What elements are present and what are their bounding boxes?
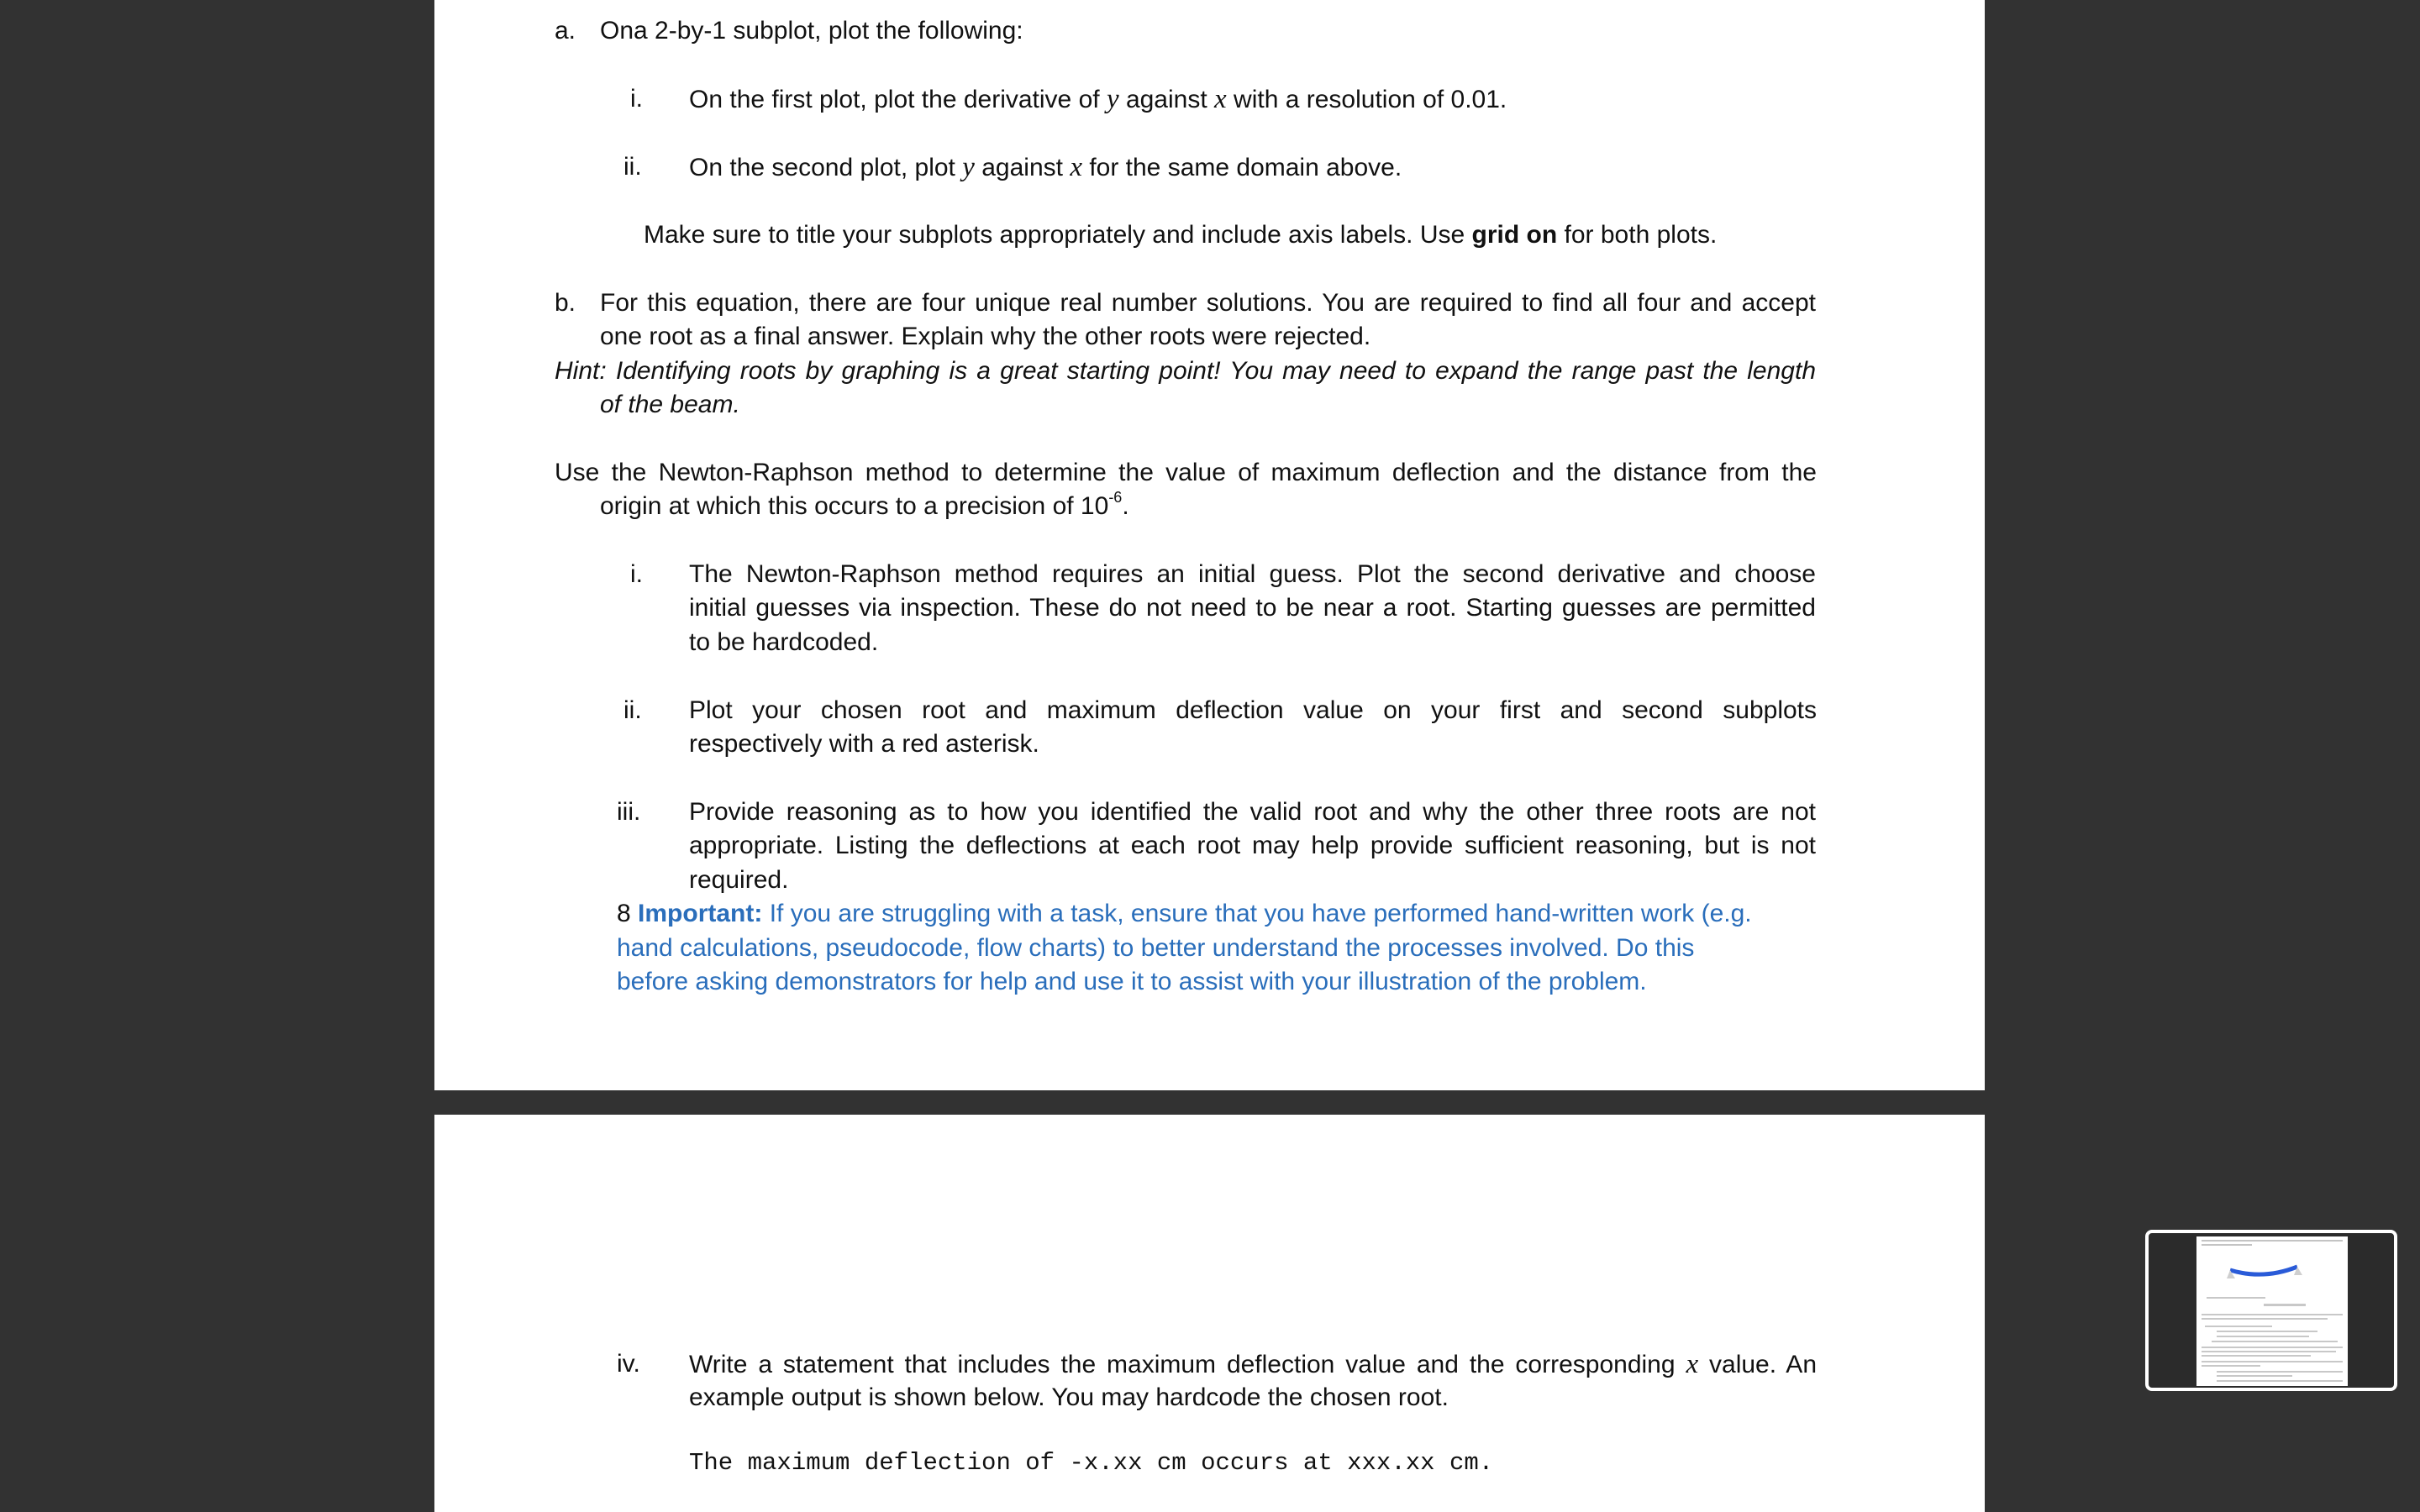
- nr-item-ii-line-2: respectively with a red asterisk.: [689, 730, 1039, 758]
- document-page-2: [434, 1115, 1985, 1512]
- item-b-line-1: For this equation, there are four unique real number solutions. You are required to find all four and accept: [600, 289, 1816, 317]
- nr-item-iii-marker: iii.: [617, 798, 641, 826]
- example-output: The maximum deflection of -x.xx cm occurs at xxx.xx cm.: [689, 1449, 1494, 1477]
- item-a-text: Ona 2-by-1 subplot, plot the following:: [600, 17, 1023, 45]
- nr-item-iii-line-3: required.: [689, 866, 789, 894]
- nr-item-i-line-2: initial guesses via inspection. These do not need to be near a root. Starting guesses are permitted: [689, 594, 1816, 622]
- nr-item-i-line-1: The Newton-Raphson method requires an initial guess. Plot the second derivative and choose: [689, 560, 1816, 588]
- item-a-ii-marker: ii.: [623, 153, 642, 181]
- thumbnail-content: [2196, 1236, 2348, 1386]
- nr-item-iii-line-1: Provide reasoning as to how you identified the valid root and why the other three roots are not: [689, 798, 1816, 826]
- item-a-marker: a.: [555, 17, 576, 45]
- page-thumbnail[interactable]: [2145, 1230, 2397, 1391]
- important-line-1: 8 Important: If you are struggling with a task, ensure that you have performed hand-written work (e.g.: [617, 900, 1752, 927]
- newton-raphson-line-1: Use the Newton-Raphson method to determine the value of maximum deflection and the distance from the: [555, 459, 1817, 486]
- nr-item-iv-line-2: example output is shown below. You may hardcode the chosen root.: [689, 1383, 1449, 1411]
- item-a-i-marker: i.: [630, 85, 643, 113]
- document-page-1: [434, 0, 1985, 1090]
- newton-raphson-line-2: origin at which this occurs to a precision of $10^{-6}$.: [600, 489, 1129, 520]
- nr-item-i-line-3: to be hardcoded.: [689, 628, 879, 656]
- nr-item-iv-line-1: Write a statement that includes the maximum deflection value and the corresponding x value. An: [689, 1349, 1818, 1379]
- thumbnail-page-preview: [2196, 1236, 2348, 1386]
- item-b-marker: b.: [555, 289, 576, 317]
- nr-item-iii-line-2: appropriate. Listing the deflections at each root may help provide sufficient reasoning, but is not: [689, 832, 1816, 859]
- nr-item-iv-marker: iv.: [617, 1350, 640, 1378]
- nr-item-ii-marker: ii.: [623, 696, 642, 724]
- nr-item-i-marker: i.: [630, 560, 643, 588]
- item-b-line-2: one root as a final answer. Explain why the other roots were rejected.: [600, 323, 1371, 350]
- item-a-i-text: On the first plot, plot the derivative of y against x with a resolution of 0.01.: [689, 84, 1507, 114]
- item-a-ii-text: On the second plot, plot y against x for the same domain above.: [689, 152, 1402, 182]
- nr-item-ii-line-1: Plot your chosen root and maximum deflection value on your first and second subplots: [689, 696, 1817, 724]
- subplot-note: Make sure to title your subplots appropriately and include axis labels. Use grid on for both plots.: [644, 221, 1718, 249]
- hint-line-1: Hint: Identifying roots by graphing is a great starting point! You may need to expand the range past the length: [555, 357, 1816, 385]
- important-line-3: before asking demonstrators for help and use it to assist with your illustration of the problem.: [617, 968, 1647, 995]
- important-line-2: hand calculations, pseudocode, flow charts) to better understand the processes involved. Do this: [617, 934, 1695, 962]
- hint-line-2: of the beam.: [600, 391, 740, 418]
